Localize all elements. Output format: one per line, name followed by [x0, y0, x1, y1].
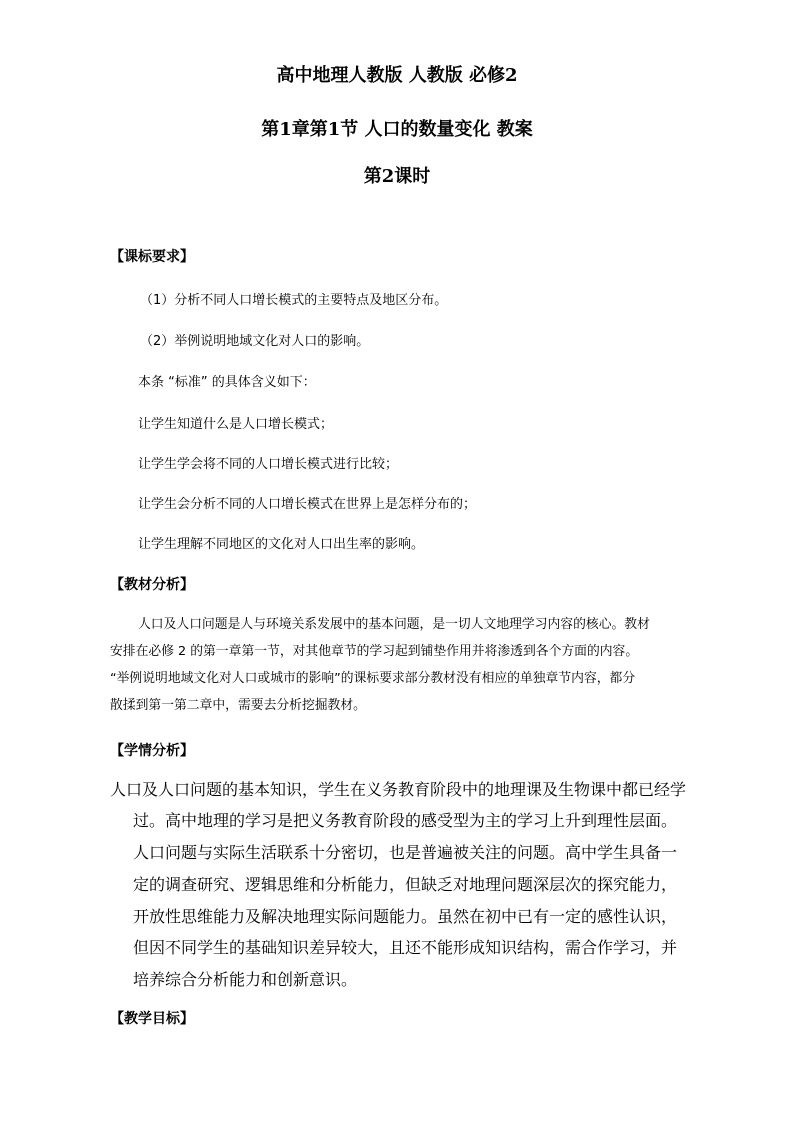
students-line: 培养综合分析能力和创新意识。: [133, 970, 358, 989]
curriculum-line: 让学生理解不同地区的文化对人口出生率的影响。: [138, 537, 425, 552]
section-heading-curriculum: 【课标要求】: [110, 249, 194, 265]
period-title: 第2课时: [363, 166, 431, 187]
curriculum-line: （1）分析不同人口增长模式的主要特点及地区分布。: [140, 293, 448, 308]
curriculum-line: 让学生学会将不同的人口增长模式进行比较；: [138, 457, 399, 472]
students-line: 过。高中地理的学习是把义务教育阶段的感受型为主的学习上升到理性层面。: [133, 811, 678, 830]
students-line: 人口问题与实际生活联系十分密切，也是普遍被关注的问题。高中学生具备一: [133, 843, 678, 862]
textbook-line: 人口及人口问题是人与环境关系发展中的基本问题，是一切人文地理学习内容的核心。教材: [138, 617, 650, 632]
textbook-line: 散揉到第一第二章中，需要去分析挖掘教材。: [110, 698, 366, 713]
students-line: 开放性思维能力及解决地理实际问题能力。虽然在初中已有一定的感性认识，: [133, 907, 678, 926]
students-line: 人口及人口问题的基本知识，学生在义务教育阶段中的地理课及生物课中都已经学: [110, 780, 687, 799]
document-title: 高中地理人教版 人教版 必修2: [276, 65, 518, 86]
curriculum-line: 本条 “标准” 的具体含义如下：: [138, 375, 316, 390]
students-line: 定的调查研究、逻辑思维和分析能力，但缺乏对地理问题深层次的探究能力，: [133, 875, 678, 894]
textbook-line: “举例说明地域文化对人口或城市的影响”的课标要求部分教材没有相应的单独章节内容，都分: [110, 671, 636, 686]
section-heading-textbook: 【教材分析】: [110, 577, 194, 593]
curriculum-line: （2）举例说明地域文化对人口的影响。: [140, 334, 370, 349]
section-heading-students: 【学情分析】: [110, 743, 194, 759]
section-heading-objectives: 【教学目标】: [110, 1011, 194, 1027]
curriculum-line: 让学生会分析不同的人口增长模式在世界上是怎样分布的；: [138, 497, 477, 512]
students-line: 但因不同学生的基础知识差异较大，且还不能形成知识结构，需合作学习，并: [133, 938, 678, 957]
curriculum-line: 让学生知道什么是人口增长模式；: [138, 417, 334, 432]
textbook-line: 安排在必修 2 的第一章第一节，对其他章节的学习起到铺垫作用并将渗透到各个方面的内容。: [110, 644, 639, 659]
lesson-title: 第1章第1节 人口的数量变化 教案: [261, 119, 533, 140]
